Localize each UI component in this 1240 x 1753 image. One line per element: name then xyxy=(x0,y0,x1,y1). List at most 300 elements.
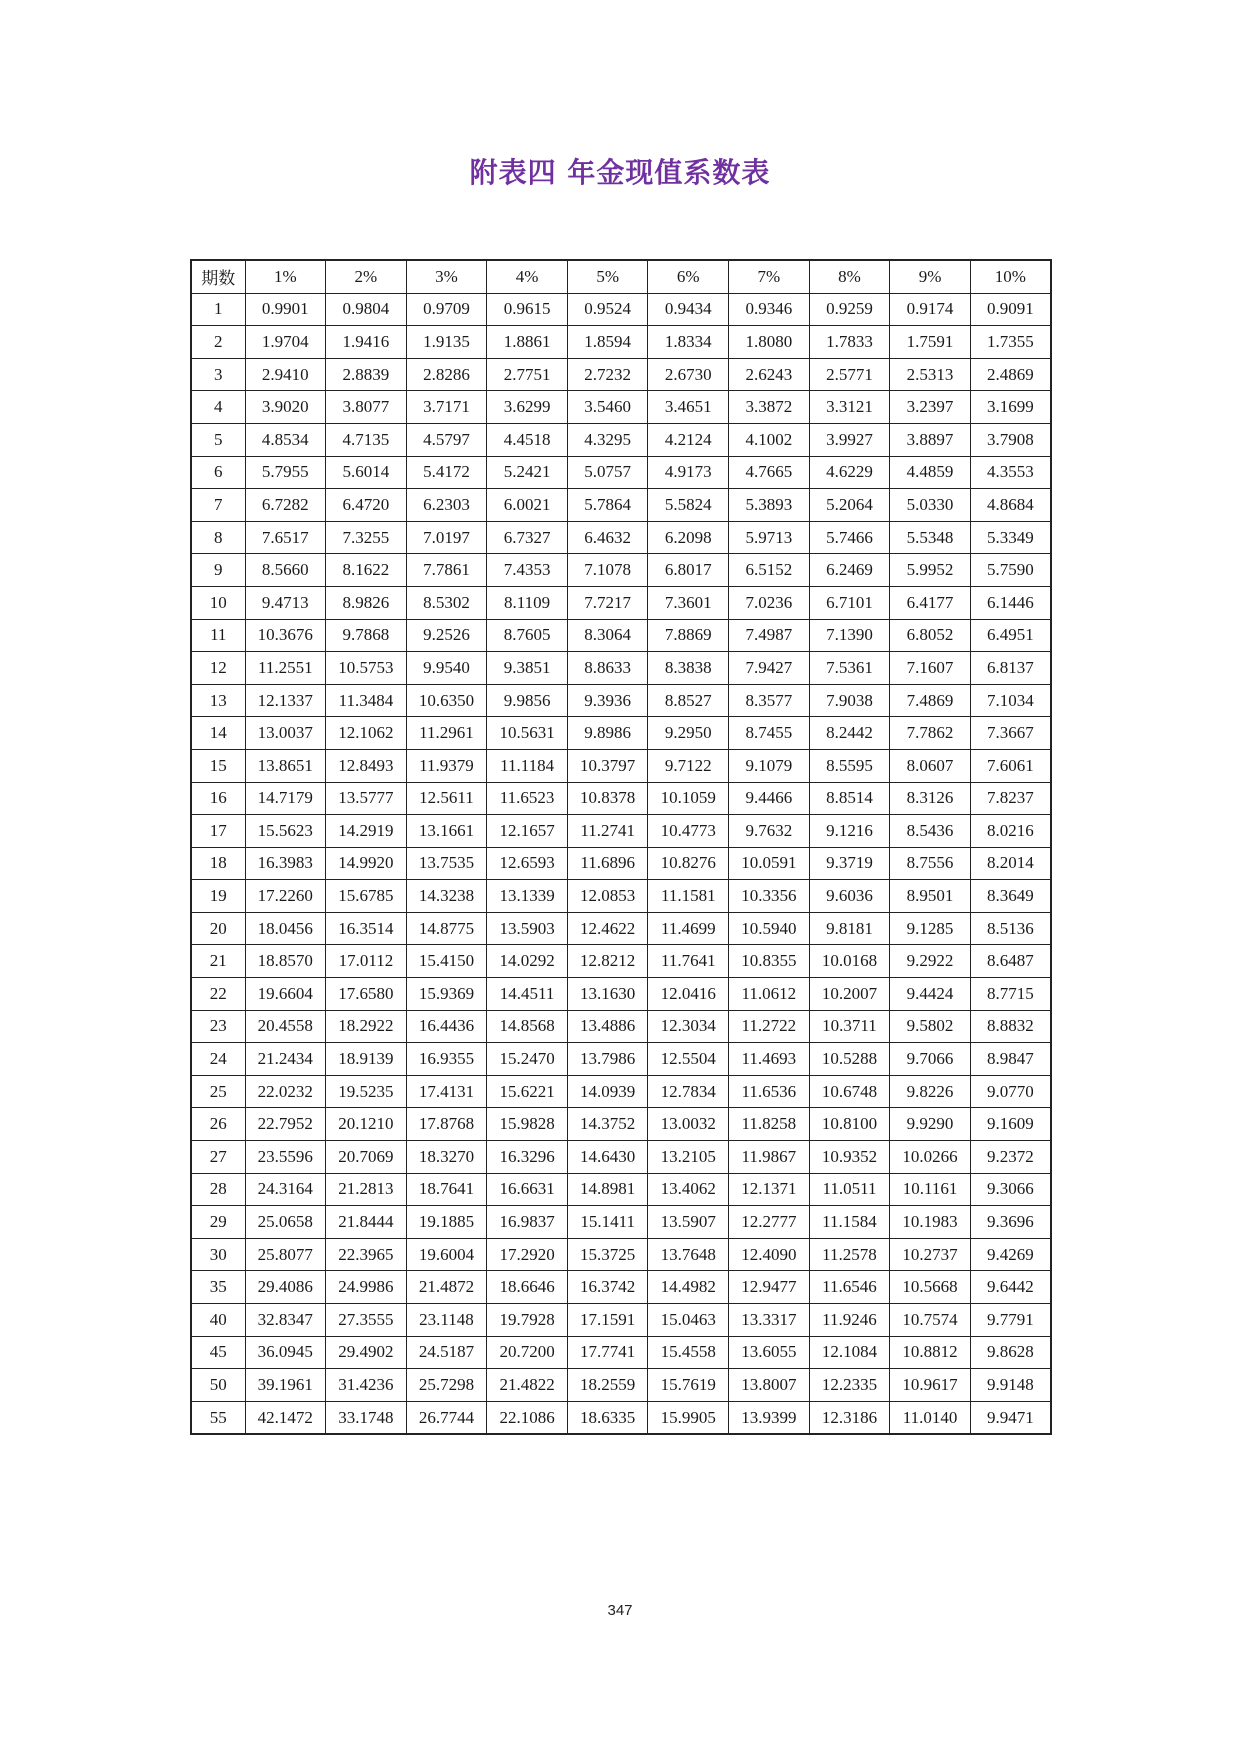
factor-cell: 5.5824 xyxy=(648,489,729,522)
factor-cell: 8.5595 xyxy=(809,749,890,782)
factor-cell: 7.5361 xyxy=(809,652,890,685)
factor-cell: 22.3965 xyxy=(326,1238,407,1271)
factor-cell: 5.6014 xyxy=(326,456,407,489)
factor-cell: 0.9615 xyxy=(487,293,568,326)
factor-cell: 8.5302 xyxy=(406,586,487,619)
factor-cell: 15.9905 xyxy=(648,1401,729,1434)
factor-cell: 13.7648 xyxy=(648,1238,729,1271)
factor-cell: 6.5152 xyxy=(729,554,810,587)
factor-cell: 10.5631 xyxy=(487,717,568,750)
factor-cell: 16.3742 xyxy=(567,1271,648,1304)
factor-cell: 9.4713 xyxy=(245,586,326,619)
factor-cell: 6.8017 xyxy=(648,554,729,587)
period-cell: 2 xyxy=(191,326,245,359)
factor-cell: 7.0236 xyxy=(729,586,810,619)
factor-cell: 10.3711 xyxy=(809,1010,890,1043)
factor-cell: 26.7744 xyxy=(406,1401,487,1434)
factor-cell: 19.6604 xyxy=(245,978,326,1011)
factor-cell: 21.2434 xyxy=(245,1043,326,1076)
factor-cell: 9.1216 xyxy=(809,815,890,848)
factor-cell: 12.6593 xyxy=(487,847,568,880)
factor-cell: 5.3893 xyxy=(729,489,810,522)
factor-cell: 5.4172 xyxy=(406,456,487,489)
factor-cell: 2.6243 xyxy=(729,358,810,391)
annuity-table-container xyxy=(190,259,1050,1435)
period-cell: 7 xyxy=(191,489,245,522)
factor-cell: 5.9952 xyxy=(890,554,971,587)
factor-cell: 10.9617 xyxy=(890,1369,971,1402)
table-row xyxy=(191,1304,1051,1337)
factor-cell: 11.2722 xyxy=(729,1010,810,1043)
factor-cell: 9.3719 xyxy=(809,847,890,880)
factor-cell: 18.0456 xyxy=(245,912,326,945)
factor-cell: 5.7466 xyxy=(809,521,890,554)
factor-cell: 25.0658 xyxy=(245,1206,326,1239)
table-row xyxy=(191,391,1051,424)
factor-cell: 7.1034 xyxy=(970,684,1051,717)
factor-cell: 14.6430 xyxy=(567,1141,648,1174)
factor-cell: 10.0591 xyxy=(729,847,810,880)
factor-cell: 9.1609 xyxy=(970,1108,1051,1141)
factor-cell: 18.3270 xyxy=(406,1141,487,1174)
factor-cell: 7.0197 xyxy=(406,521,487,554)
factor-cell: 9.9471 xyxy=(970,1401,1051,1434)
factor-cell: 10.0168 xyxy=(809,945,890,978)
factor-cell: 7.1078 xyxy=(567,554,648,587)
factor-cell: 6.4951 xyxy=(970,619,1051,652)
factor-cell: 2.9410 xyxy=(245,358,326,391)
factor-cell: 15.7619 xyxy=(648,1369,729,1402)
period-cell: 27 xyxy=(191,1141,245,1174)
header-rate: 4% xyxy=(487,260,568,293)
factor-cell: 14.2919 xyxy=(326,815,407,848)
factor-cell: 5.0757 xyxy=(567,456,648,489)
table-row xyxy=(191,1043,1051,1076)
factor-cell: 5.3349 xyxy=(970,521,1051,554)
factor-cell: 11.9246 xyxy=(809,1304,890,1337)
factor-cell: 4.2124 xyxy=(648,423,729,456)
factor-cell: 11.2741 xyxy=(567,815,648,848)
factor-cell: 17.2260 xyxy=(245,880,326,913)
factor-cell: 10.4773 xyxy=(648,815,729,848)
factor-cell: 32.8347 xyxy=(245,1304,326,1337)
factor-cell: 8.1109 xyxy=(487,586,568,619)
factor-cell: 9.8628 xyxy=(970,1336,1051,1369)
period-cell: 28 xyxy=(191,1173,245,1206)
factor-cell: 29.4902 xyxy=(326,1336,407,1369)
factor-cell: 9.1079 xyxy=(729,749,810,782)
factor-cell: 20.7200 xyxy=(487,1336,568,1369)
factor-cell: 9.2526 xyxy=(406,619,487,652)
factor-cell: 2.6730 xyxy=(648,358,729,391)
table-row xyxy=(191,586,1051,619)
factor-cell: 9.9290 xyxy=(890,1108,971,1141)
factor-cell: 9.7868 xyxy=(326,619,407,652)
factor-cell: 24.9986 xyxy=(326,1271,407,1304)
factor-cell: 7.3601 xyxy=(648,586,729,619)
factor-cell: 29.4086 xyxy=(245,1271,326,1304)
factor-cell: 10.8812 xyxy=(890,1336,971,1369)
factor-cell: 8.7605 xyxy=(487,619,568,652)
factor-cell: 10.6350 xyxy=(406,684,487,717)
factor-cell: 3.8897 xyxy=(890,423,971,456)
factor-cell: 7.1607 xyxy=(890,652,971,685)
factor-cell: 5.9713 xyxy=(729,521,810,554)
factor-cell: 5.7864 xyxy=(567,489,648,522)
factor-cell: 13.6055 xyxy=(729,1336,810,1369)
factor-cell: 6.7101 xyxy=(809,586,890,619)
factor-cell: 14.8568 xyxy=(487,1010,568,1043)
factor-cell: 4.9173 xyxy=(648,456,729,489)
factor-cell: 10.9352 xyxy=(809,1141,890,1174)
table-row xyxy=(191,945,1051,978)
factor-cell: 11.0511 xyxy=(809,1173,890,1206)
factor-cell: 31.4236 xyxy=(326,1369,407,1402)
factor-cell: 9.9540 xyxy=(406,652,487,685)
factor-cell: 9.8986 xyxy=(567,717,648,750)
factor-cell: 13.5777 xyxy=(326,782,407,815)
factor-cell: 4.1002 xyxy=(729,423,810,456)
factor-cell: 12.8493 xyxy=(326,749,407,782)
factor-cell: 7.1390 xyxy=(809,619,890,652)
factor-cell: 6.2469 xyxy=(809,554,890,587)
factor-cell: 6.4632 xyxy=(567,521,648,554)
factor-cell: 8.0216 xyxy=(970,815,1051,848)
factor-cell: 4.8534 xyxy=(245,423,326,456)
factor-cell: 15.6221 xyxy=(487,1075,568,1108)
period-cell: 23 xyxy=(191,1010,245,1043)
factor-cell: 11.0612 xyxy=(729,978,810,1011)
table-row xyxy=(191,1336,1051,1369)
factor-cell: 6.1446 xyxy=(970,586,1051,619)
factor-cell: 10.7574 xyxy=(890,1304,971,1337)
factor-cell: 12.1084 xyxy=(809,1336,890,1369)
factor-cell: 4.7665 xyxy=(729,456,810,489)
header-rate: 2% xyxy=(326,260,407,293)
factor-cell: 3.3872 xyxy=(729,391,810,424)
header-rate: 8% xyxy=(809,260,890,293)
factor-cell: 16.6631 xyxy=(487,1173,568,1206)
factor-cell: 9.8181 xyxy=(809,912,890,945)
factor-cell: 12.3186 xyxy=(809,1401,890,1434)
table-row xyxy=(191,912,1051,945)
header-rate: 7% xyxy=(729,260,810,293)
factor-cell: 6.8137 xyxy=(970,652,1051,685)
factor-cell: 1.8594 xyxy=(567,326,648,359)
factor-cell: 2.7751 xyxy=(487,358,568,391)
factor-cell: 12.5504 xyxy=(648,1043,729,1076)
table-row xyxy=(191,1271,1051,1304)
header-rate: 6% xyxy=(648,260,729,293)
factor-cell: 3.1699 xyxy=(970,391,1051,424)
factor-cell: 18.6646 xyxy=(487,1271,568,1304)
period-cell: 45 xyxy=(191,1336,245,1369)
factor-cell: 39.1961 xyxy=(245,1369,326,1402)
factor-cell: 1.7591 xyxy=(890,326,971,359)
factor-cell: 9.3936 xyxy=(567,684,648,717)
factor-cell: 16.4436 xyxy=(406,1010,487,1043)
factor-cell: 12.9477 xyxy=(729,1271,810,1304)
factor-cell: 8.9826 xyxy=(326,586,407,619)
factor-cell: 8.3649 xyxy=(970,880,1051,913)
header-rate: 5% xyxy=(567,260,648,293)
factor-cell: 10.2007 xyxy=(809,978,890,1011)
factor-cell: 0.9174 xyxy=(890,293,971,326)
period-cell: 9 xyxy=(191,554,245,587)
factor-cell: 10.5668 xyxy=(890,1271,971,1304)
factor-cell: 13.9399 xyxy=(729,1401,810,1434)
period-cell: 5 xyxy=(191,423,245,456)
factor-cell: 2.5313 xyxy=(890,358,971,391)
factor-cell: 27.3555 xyxy=(326,1304,407,1337)
header-rate: 3% xyxy=(406,260,487,293)
factor-cell: 8.2442 xyxy=(809,717,890,750)
factor-cell: 11.6896 xyxy=(567,847,648,880)
factor-cell: 6.4720 xyxy=(326,489,407,522)
factor-cell: 21.2813 xyxy=(326,1173,407,1206)
factor-cell: 7.8869 xyxy=(648,619,729,652)
factor-cell: 0.9901 xyxy=(245,293,326,326)
header-rate: 9% xyxy=(890,260,971,293)
table-row xyxy=(191,489,1051,522)
table-row xyxy=(191,1238,1051,1271)
factor-cell: 3.9927 xyxy=(809,423,890,456)
factor-cell: 9.9856 xyxy=(487,684,568,717)
table-row xyxy=(191,717,1051,750)
period-cell: 29 xyxy=(191,1206,245,1239)
factor-cell: 7.8237 xyxy=(970,782,1051,815)
factor-cell: 19.7928 xyxy=(487,1304,568,1337)
table-row xyxy=(191,782,1051,815)
factor-cell: 6.2303 xyxy=(406,489,487,522)
factor-cell: 7.3255 xyxy=(326,521,407,554)
factor-cell: 12.1371 xyxy=(729,1173,810,1206)
table-row xyxy=(191,1075,1051,1108)
table-body xyxy=(191,293,1051,1434)
factor-cell: 9.5802 xyxy=(890,1010,971,1043)
factor-cell: 14.8981 xyxy=(567,1173,648,1206)
table-row xyxy=(191,684,1051,717)
factor-cell: 3.3121 xyxy=(809,391,890,424)
factor-cell: 14.0939 xyxy=(567,1075,648,1108)
factor-cell: 22.7952 xyxy=(245,1108,326,1141)
factor-cell: 15.4150 xyxy=(406,945,487,978)
factor-cell: 10.1983 xyxy=(890,1206,971,1239)
annuity-present-value-table xyxy=(190,259,1052,1435)
factor-cell: 9.0770 xyxy=(970,1075,1051,1108)
period-cell: 17 xyxy=(191,815,245,848)
factor-cell: 9.7791 xyxy=(970,1304,1051,1337)
factor-cell: 9.7632 xyxy=(729,815,810,848)
factor-cell: 8.3838 xyxy=(648,652,729,685)
factor-cell: 11.4693 xyxy=(729,1043,810,1076)
table-row xyxy=(191,358,1051,391)
factor-cell: 1.9704 xyxy=(245,326,326,359)
factor-cell: 7.3667 xyxy=(970,717,1051,750)
factor-cell: 3.6299 xyxy=(487,391,568,424)
header-rate: 1% xyxy=(245,260,326,293)
factor-cell: 4.5797 xyxy=(406,423,487,456)
factor-cell: 6.8052 xyxy=(890,619,971,652)
factor-cell: 10.2737 xyxy=(890,1238,971,1271)
period-cell: 25 xyxy=(191,1075,245,1108)
factor-cell: 10.0266 xyxy=(890,1141,971,1174)
table-row xyxy=(191,619,1051,652)
factor-cell: 24.5187 xyxy=(406,1336,487,1369)
factor-cell: 11.3484 xyxy=(326,684,407,717)
factor-cell: 6.2098 xyxy=(648,521,729,554)
factor-cell: 13.0032 xyxy=(648,1108,729,1141)
factor-cell: 1.7355 xyxy=(970,326,1051,359)
factor-cell: 0.9524 xyxy=(567,293,648,326)
factor-cell: 15.9828 xyxy=(487,1108,568,1141)
factor-cell: 7.7862 xyxy=(890,717,971,750)
factor-cell: 15.9369 xyxy=(406,978,487,1011)
period-cell: 20 xyxy=(191,912,245,945)
factor-cell: 13.8651 xyxy=(245,749,326,782)
factor-cell: 8.7455 xyxy=(729,717,810,750)
factor-cell: 8.5436 xyxy=(890,815,971,848)
factor-cell: 12.4622 xyxy=(567,912,648,945)
period-cell: 55 xyxy=(191,1401,245,1434)
factor-cell: 10.5940 xyxy=(729,912,810,945)
factor-cell: 1.9416 xyxy=(326,326,407,359)
period-cell: 11 xyxy=(191,619,245,652)
factor-cell: 20.4558 xyxy=(245,1010,326,1043)
factor-cell: 13.3317 xyxy=(729,1304,810,1337)
factor-cell: 11.2961 xyxy=(406,717,487,750)
factor-cell: 8.9847 xyxy=(970,1043,1051,1076)
factor-cell: 17.1591 xyxy=(567,1304,648,1337)
factor-cell: 5.0330 xyxy=(890,489,971,522)
factor-cell: 4.3553 xyxy=(970,456,1051,489)
factor-cell: 12.8212 xyxy=(567,945,648,978)
factor-cell: 17.4131 xyxy=(406,1075,487,1108)
factor-cell: 12.0416 xyxy=(648,978,729,1011)
factor-cell: 8.5660 xyxy=(245,554,326,587)
factor-cell: 10.8276 xyxy=(648,847,729,880)
factor-cell: 14.3238 xyxy=(406,880,487,913)
factor-cell: 13.5907 xyxy=(648,1206,729,1239)
period-cell: 12 xyxy=(191,652,245,685)
factor-cell: 6.4177 xyxy=(890,586,971,619)
period-cell: 10 xyxy=(191,586,245,619)
table-row xyxy=(191,880,1051,913)
factor-cell: 10.3356 xyxy=(729,880,810,913)
factor-cell: 7.7861 xyxy=(406,554,487,587)
factor-cell: 36.0945 xyxy=(245,1336,326,1369)
factor-cell: 9.1285 xyxy=(890,912,971,945)
factor-cell: 3.7171 xyxy=(406,391,487,424)
table-row xyxy=(191,815,1051,848)
factor-cell: 8.5136 xyxy=(970,912,1051,945)
factor-cell: 4.7135 xyxy=(326,423,407,456)
factor-cell: 9.6442 xyxy=(970,1271,1051,1304)
factor-cell: 7.9038 xyxy=(809,684,890,717)
period-cell: 1 xyxy=(191,293,245,326)
factor-cell: 25.8077 xyxy=(245,1238,326,1271)
factor-cell: 8.2014 xyxy=(970,847,1051,880)
table-row xyxy=(191,1173,1051,1206)
factor-cell: 9.7122 xyxy=(648,749,729,782)
factor-cell: 12.2335 xyxy=(809,1369,890,1402)
table-row xyxy=(191,1369,1051,1402)
factor-cell: 1.8334 xyxy=(648,326,729,359)
factor-cell: 12.0853 xyxy=(567,880,648,913)
table-row xyxy=(191,978,1051,1011)
factor-cell: 33.1748 xyxy=(326,1401,407,1434)
period-cell: 19 xyxy=(191,880,245,913)
factor-cell: 10.8378 xyxy=(567,782,648,815)
factor-cell: 2.5771 xyxy=(809,358,890,391)
table-row xyxy=(191,326,1051,359)
factor-cell: 6.7282 xyxy=(245,489,326,522)
factor-cell: 9.6036 xyxy=(809,880,890,913)
factor-cell: 10.5753 xyxy=(326,652,407,685)
table-row xyxy=(191,521,1051,554)
factor-cell: 5.7590 xyxy=(970,554,1051,587)
factor-cell: 17.6580 xyxy=(326,978,407,1011)
factor-cell: 13.1630 xyxy=(567,978,648,1011)
factor-cell: 16.9837 xyxy=(487,1206,568,1239)
table-row xyxy=(191,1206,1051,1239)
factor-cell: 13.0037 xyxy=(245,717,326,750)
factor-cell: 14.9920 xyxy=(326,847,407,880)
factor-cell: 10.8100 xyxy=(809,1108,890,1141)
factor-cell: 13.1661 xyxy=(406,815,487,848)
factor-cell: 18.8570 xyxy=(245,945,326,978)
factor-cell: 3.9020 xyxy=(245,391,326,424)
factor-cell: 0.9346 xyxy=(729,293,810,326)
factor-cell: 11.4699 xyxy=(648,912,729,945)
period-cell: 21 xyxy=(191,945,245,978)
factor-cell: 15.2470 xyxy=(487,1043,568,1076)
factor-cell: 7.9427 xyxy=(729,652,810,685)
table-row xyxy=(191,1010,1051,1043)
factor-cell: 9.2372 xyxy=(970,1141,1051,1174)
factor-cell: 5.7955 xyxy=(245,456,326,489)
table-row xyxy=(191,847,1051,880)
factor-cell: 7.6517 xyxy=(245,521,326,554)
factor-cell: 15.0463 xyxy=(648,1304,729,1337)
factor-cell: 0.9709 xyxy=(406,293,487,326)
factor-cell: 22.1086 xyxy=(487,1401,568,1434)
factor-cell: 12.1062 xyxy=(326,717,407,750)
table-row xyxy=(191,456,1051,489)
factor-cell: 25.7298 xyxy=(406,1369,487,1402)
factor-cell: 15.3725 xyxy=(567,1238,648,1271)
period-cell: 8 xyxy=(191,521,245,554)
factor-cell: 0.9434 xyxy=(648,293,729,326)
factor-cell: 10.8355 xyxy=(729,945,810,978)
factor-cell: 13.5903 xyxy=(487,912,568,945)
factor-cell: 18.6335 xyxy=(567,1401,648,1434)
factor-cell: 10.1059 xyxy=(648,782,729,815)
factor-cell: 20.1210 xyxy=(326,1108,407,1141)
factor-cell: 16.9355 xyxy=(406,1043,487,1076)
period-cell: 24 xyxy=(191,1043,245,1076)
factor-cell: 11.8258 xyxy=(729,1108,810,1141)
factor-cell: 11.7641 xyxy=(648,945,729,978)
factor-cell: 8.1622 xyxy=(326,554,407,587)
factor-cell: 19.1885 xyxy=(406,1206,487,1239)
factor-cell: 3.5460 xyxy=(567,391,648,424)
factor-cell: 7.6061 xyxy=(970,749,1051,782)
factor-cell: 6.0021 xyxy=(487,489,568,522)
factor-cell: 4.4518 xyxy=(487,423,568,456)
factor-cell: 8.8514 xyxy=(809,782,890,815)
factor-cell: 9.2950 xyxy=(648,717,729,750)
